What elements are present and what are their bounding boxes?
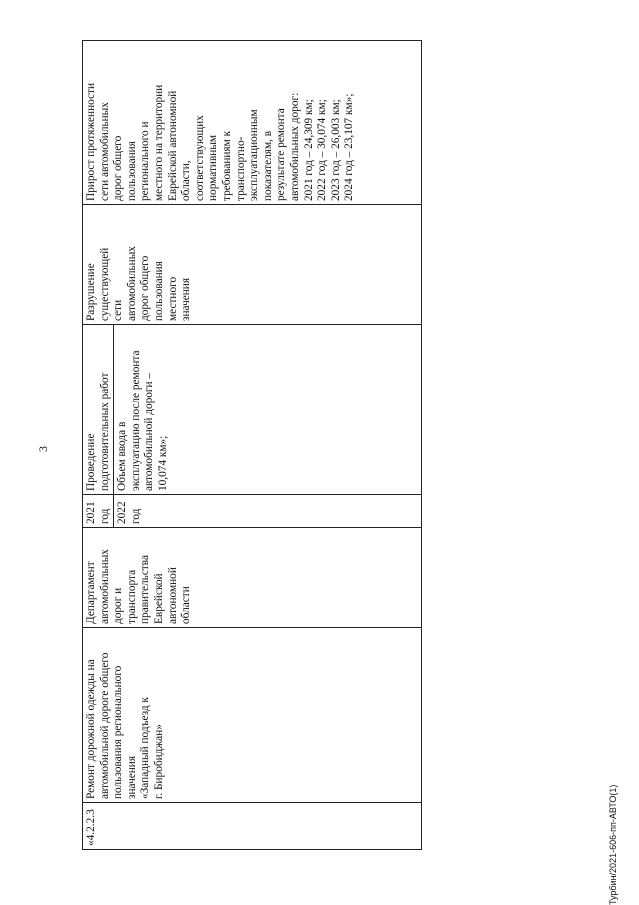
year-end: 2022 год bbox=[116, 501, 142, 524]
works-commissioning: Объем ввода в эксплуатацию после ремонта автомобильной дороги – 10,074 км»; bbox=[116, 350, 169, 491]
col-executor bbox=[83, 527, 421, 627]
col-risk bbox=[83, 204, 421, 324]
works-preparation: Проведение подготовительных работ bbox=[85, 372, 111, 491]
expected-result: Прирост протяженности сети автомобильных дорог общего пользования регионального и местного на территории Еврейской автономной области, соответствующих нормативным требованиям к транспортно- эксплуатационным показателям, в результате ремонта автомобильных дорог: 2021 год – 24,309 км; 2022 год – 30,074 км; 2023 год – 26,003 км; 2024 год – 23,107 км»; bbox=[85, 82, 356, 201]
document-code: Турбин/2021-606-пп-АВТО(1) bbox=[608, 784, 618, 905]
measure-title: Ремонт дорожной одежды на автомобильной дороге общего пользования регионального значения «Западный подъезд к г. Биробиджан» bbox=[85, 652, 165, 799]
col-title bbox=[83, 627, 421, 802]
year-start: 2021 год bbox=[85, 501, 111, 524]
measures-table bbox=[82, 40, 422, 850]
col-works bbox=[83, 324, 421, 494]
col-number bbox=[83, 802, 421, 849]
col-years bbox=[83, 494, 421, 527]
risk-consequence: Разрушение существующей сети автомобильных дорог общего пользования местного значения bbox=[85, 246, 193, 321]
executor: Департамент автомобильных дорог и транспорта правительства Еврейской автономной области bbox=[85, 549, 193, 624]
col-result bbox=[83, 39, 421, 204]
page-number: 3 bbox=[36, 446, 50, 452]
row-number: «4.2.2.3 bbox=[85, 809, 97, 846]
